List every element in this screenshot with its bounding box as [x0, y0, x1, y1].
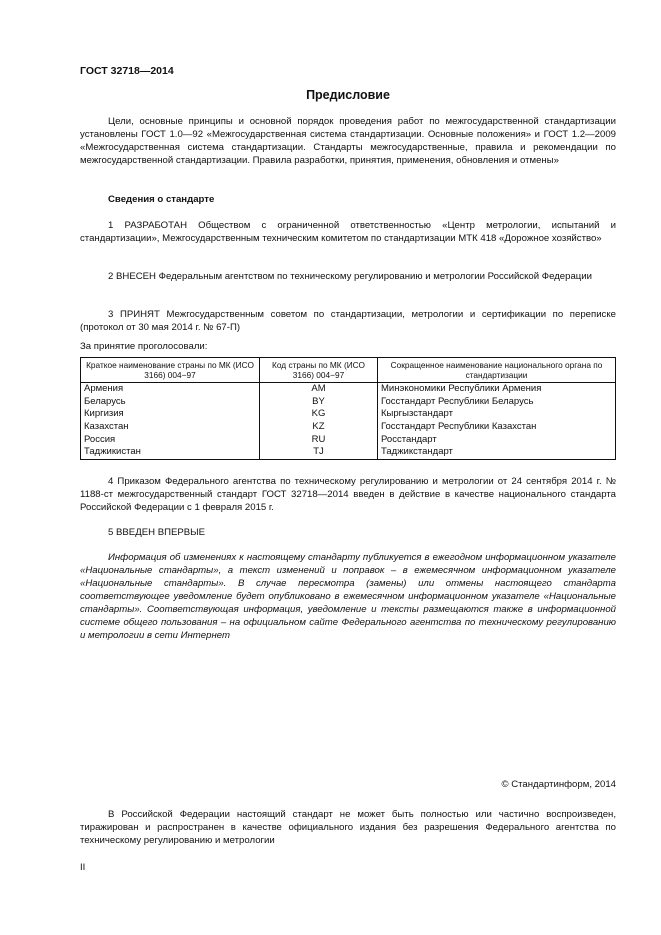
table-row	[81, 433, 616, 446]
document-id-header: ГОСТ 32718—2014	[80, 65, 174, 77]
body-cell: Росстандарт	[378, 433, 616, 446]
table-row	[81, 383, 616, 396]
standard-info-subheading: Сведения о стандарте	[108, 194, 215, 205]
item-developed: 1 РАЗРАБОТАН Обществом с ограниченной ответственностью «Центр метрологии, испытаний и стандартизации», Межгосударственным техническим комитетом по стандартизации МТК 418 «Дорожное хозяйство»	[80, 220, 616, 244]
table-row	[81, 396, 616, 409]
table-header-row	[81, 358, 616, 383]
page-title: Предисловие	[306, 88, 390, 102]
voted-label: За принятие проголосовали:	[80, 341, 208, 352]
country-cell: Казахстан	[81, 421, 260, 434]
item-adopted: 3 ПРИНЯТ Межгосударственным советом по стандартизации, метрологии и сертификации по переписке (протокол от 30 мая 2014 г. № 67-П)	[80, 309, 616, 333]
country-cell: Таджикистан	[81, 446, 260, 459]
body-cell: Госстандарт Республики Казахстан	[378, 421, 616, 434]
legal-notice: В Российской Федерации настоящий стандарт не может быть полностью или частично воспроизведен, тиражирован и распространен в качестве официального издания без разрешения Федерального агентства по техническому регулированию и метрологии	[80, 809, 616, 846]
item-first-introduced: 5 ВВЕДЕН ВПЕРВЫЕ	[108, 527, 206, 538]
body-cell: Минэкономики Республики Армения	[378, 383, 616, 396]
body-cell: Кыргызстандарт	[378, 408, 616, 421]
column-header-country: Краткое наименование страны по МК (ИСО 3166) 004−97	[81, 358, 260, 383]
code-cell: KZ	[260, 421, 378, 434]
table-row	[81, 446, 616, 459]
column-header-code: Код страны по МК (ИСО 3166) 004−97	[260, 358, 378, 383]
item-introduced: 2 ВНЕСЕН Федеральным агентством по техническому регулированию и метрологии Российской Федерации	[108, 271, 593, 282]
intro-paragraph: Цели, основные принципы и основной порядок проведения работ по межгосударственной стандартизации установлены ГОСТ 1.0—92 «Межгосударственная система стандартизации. Основные положения» и ГОСТ 1.2—2009 «Межгосударственная система стандартизации. Стандарты межгосударственные, правила и рекомендации по межгосударственной стандартизации. Правила разработки, принятия, применения, обновления и отмены»	[80, 116, 616, 166]
body-cell: Таджикстандарт	[378, 446, 616, 459]
changes-info-note: Информация об изменениях к настоящему стандарту публикуется в ежегодном информационном указателе «Национальные стандарты», а текст изменений и поправок – в ежемесячном информационном указателе «Национальные стандарты». В случае пересмотра (замены) или отмены настоящего стандарта соответствующее уведомление будет опубликовано в ежемесячном информационном указателе «Национальные стандарты». Соответствующая информация, уведомление и тексты размещаются также в информационной системе общего пользования – на официальном сайте Федерального агентства по техническому регулированию и метрологии в сети Интернет	[80, 552, 616, 641]
page-number: II	[80, 862, 86, 873]
country-cell: Армения	[81, 383, 260, 396]
code-cell: TJ	[260, 446, 378, 459]
table-row	[81, 421, 616, 434]
code-cell: KG	[260, 408, 378, 421]
code-cell: RU	[260, 433, 378, 446]
item-enacted: 4 Приказом Федерального агентства по техническому регулированию и метрологии от 24 сентября 2014 г. № 1188-ст межгосударственный стандарт ГОСТ 32718—2014 введен в действие в качестве национального стандарта Российской Федерации с 1 февраля 2015 г.	[80, 476, 616, 513]
table-row	[81, 408, 616, 421]
code-cell: AM	[260, 383, 378, 396]
code-cell: BY	[260, 396, 378, 409]
column-header-body: Сокращенное наименование национального органа по стандартизации	[378, 358, 616, 383]
country-cell: Киргизия	[81, 408, 260, 421]
body-cell: Госстандарт Республики Беларусь	[378, 396, 616, 409]
country-cell: Беларусь	[81, 396, 260, 409]
country-cell: Россия	[81, 433, 260, 446]
copyright-line: © Стандартинформ, 2014	[501, 779, 616, 790]
voting-countries-table	[80, 357, 616, 460]
